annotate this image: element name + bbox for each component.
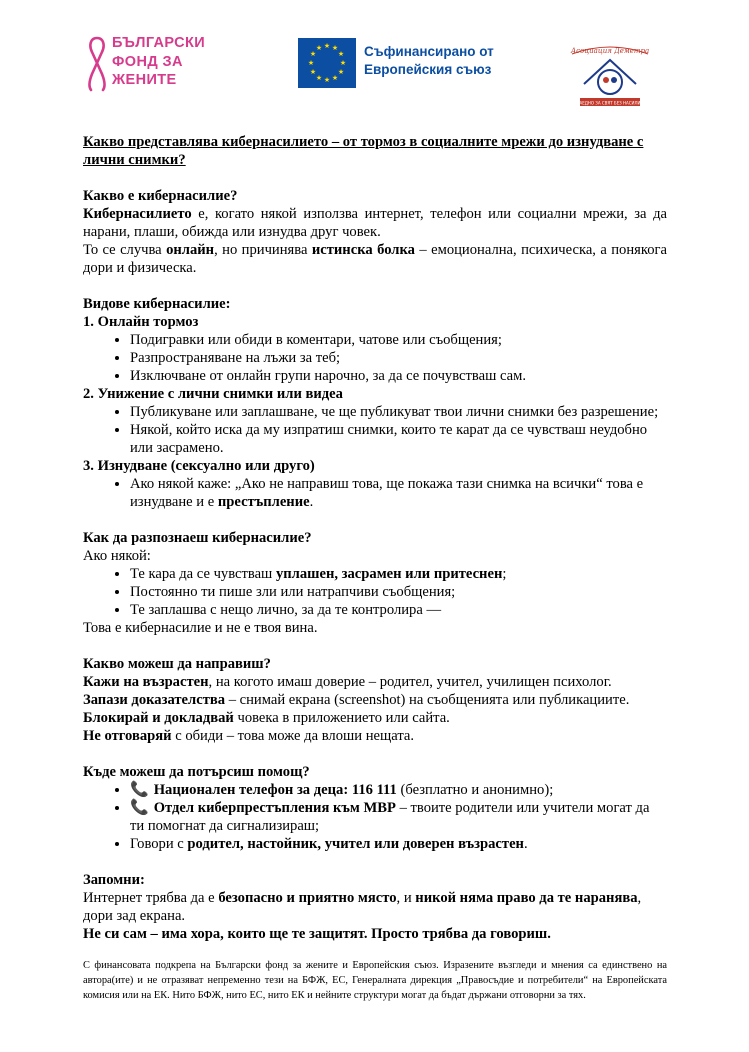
svg-text:ЗАЕДНО ЗА СВЯТ БЕЗ НАСИЛИЕ: ЗАЕДНО ЗА СВЯТ БЕЗ НАСИЛИЕ bbox=[576, 100, 644, 106]
bfz-line3: ЖЕНИТЕ bbox=[112, 72, 177, 88]
s3-outro: Това е кибернасилие и не е твоя вина. bbox=[83, 620, 318, 636]
s2-heading: Видове кибернасилие: bbox=[83, 296, 231, 312]
s4-line1: Кажи на възрастен, на когото имаш доверие – родител, учител, училищен психолог. bbox=[83, 674, 612, 690]
svg-text:★: ★ bbox=[337, 50, 345, 58]
s6-paragraph1: Интернет трябва да е безопасно и приятно място, и никой няма право да те наранява, дори зад екрана. bbox=[83, 890, 642, 924]
s3-intro: Ако някой: bbox=[83, 548, 151, 564]
list-item: • 📞 Отдел киберпрестъпления към МВР – твоите родители или учители могат да ти помогнат да сигнализираш; bbox=[130, 799, 667, 835]
list-item: • Изключване от онлайн групи нарочно, за да се почувстваш сам. bbox=[130, 367, 667, 385]
type2-heading: 2. Унижение с лични снимки или видеа bbox=[83, 386, 343, 402]
s6-heading: Запомни: bbox=[83, 872, 145, 888]
s4-line3: Блокирай и докладвай човека в приложението или сайта. bbox=[83, 710, 450, 726]
type3-list bbox=[83, 475, 667, 511]
list-item: • Разпространяване на лъжи за теб; bbox=[130, 349, 667, 367]
association-logo bbox=[566, 40, 654, 112]
type1-heading: 1. Онлайн тормоз bbox=[83, 314, 199, 330]
s3-list bbox=[83, 565, 667, 619]
doc-title: Какво представлява кибернасилието – от тормоз в социалните мрежи до изнудване с лични снимки? bbox=[83, 134, 644, 168]
svg-text:★: ★ bbox=[339, 59, 347, 67]
bfz-logo bbox=[86, 34, 226, 94]
list-item: • Постоянно ти пише зли или натрапчиви съобщения; bbox=[130, 583, 667, 601]
svg-text:★: ★ bbox=[331, 44, 339, 52]
document-body bbox=[83, 133, 667, 943]
eu-line2: Европейския съюз bbox=[364, 62, 492, 77]
svg-text:★: ★ bbox=[323, 76, 331, 84]
s3-heading: Как да разпознаеш кибернасилие? bbox=[83, 530, 312, 546]
svg-text:★: ★ bbox=[337, 68, 345, 76]
list-item: • Говори с родител, настойник, учител или доверен възрастен. bbox=[130, 835, 667, 853]
s1-heading: Какво е кибернасилие? bbox=[83, 188, 238, 204]
svg-text:★: ★ bbox=[309, 68, 317, 76]
type3-heading: 3. Изнудване (сексуално или друго) bbox=[83, 458, 315, 474]
ribbon-icon bbox=[86, 34, 108, 94]
list-item: • Някой, който иска да му изпратиш снимки, които те карат да се чувстваш неудобно или засрамено. bbox=[130, 421, 667, 457]
eu-line1: Съфинансирано от bbox=[364, 44, 494, 59]
s5-list bbox=[83, 781, 667, 853]
eu-flag-icon bbox=[298, 38, 356, 88]
svg-text:★: ★ bbox=[315, 74, 323, 82]
bfz-line2: ФОНД ЗА bbox=[112, 53, 183, 70]
list-item: • Ако някой каже: „Ако не направиш това, ще покажа тази снимка на всички“ това е изнудване и е престъпление. bbox=[130, 475, 667, 511]
phone-icon: 📞 bbox=[130, 782, 149, 798]
s4-heading: Какво можеш да направиш? bbox=[83, 656, 271, 672]
s1-paragraph1: Кибернасилието е, когато някой използва интернет, телефон или социални мрежи, за да нарани, плаши, обижда или изнудва друг човек. bbox=[83, 206, 667, 240]
header-logos bbox=[0, 0, 749, 110]
list-item: • Подигравки или обиди в коментари, чатове или съобщения; bbox=[130, 331, 667, 349]
list-item: • Те кара да се чувстваш уплашен, засрамен или притеснен; bbox=[130, 565, 667, 583]
phone-icon: 📞 bbox=[130, 800, 149, 816]
svg-text:★: ★ bbox=[323, 42, 331, 50]
svg-text:★: ★ bbox=[309, 50, 317, 58]
type2-list bbox=[83, 403, 667, 457]
bfz-line1: БЪЛГАРСКИ bbox=[112, 35, 206, 51]
s1-paragraph2: То се случва онлайн, но причинява истинска болка – емоционална, психическа, а понякога дори и физическа. bbox=[83, 242, 667, 276]
svg-text:★: ★ bbox=[315, 44, 323, 52]
s4-line4: Не отговаряй с обиди – това може да влоши нещата. bbox=[83, 728, 415, 744]
svg-text:★: ★ bbox=[307, 59, 315, 67]
s5-heading: Къде можеш да потърсиш помощ? bbox=[83, 764, 310, 780]
svg-text:Асоциация Деметра: Асоциация Деметра bbox=[570, 47, 650, 55]
svg-text:★: ★ bbox=[331, 74, 339, 82]
list-item: • Публикуване или заплашване, че ще публикуват твои лични снимки без разрешение; bbox=[130, 403, 667, 421]
s4-line2: Запази доказателства – снимай екрана (screenshot) на съобщенията или публикациите. bbox=[83, 692, 630, 708]
list-item: • 📞 Национален телефон за деца: 116 111 (безплатно и анонимно); bbox=[130, 781, 667, 799]
funding-disclaimer: С финансовата подкрепа на Български фонд за жените и Европейския съюз. Изразените възгледи и мнения са единствено на автора(ите) и не отразяват непременно тези на БФЖ, ЕС, Генералната дирекция „Правосъдие и потребители“ на Европейската комисия или на ЕК. Нито БФЖ, нито ЕС, нито ЕК и нейните структури могат да бъдат държани отговорни за тях. bbox=[83, 960, 667, 1001]
list-item: • Те заплашва с нещо лично, за да те контролира — bbox=[130, 601, 667, 619]
s6-paragraph2: Не си сам – има хора, които ще те защитят. Просто трябва да говориш. bbox=[83, 926, 551, 942]
type1-list bbox=[83, 331, 667, 385]
eu-logo bbox=[298, 38, 538, 92]
